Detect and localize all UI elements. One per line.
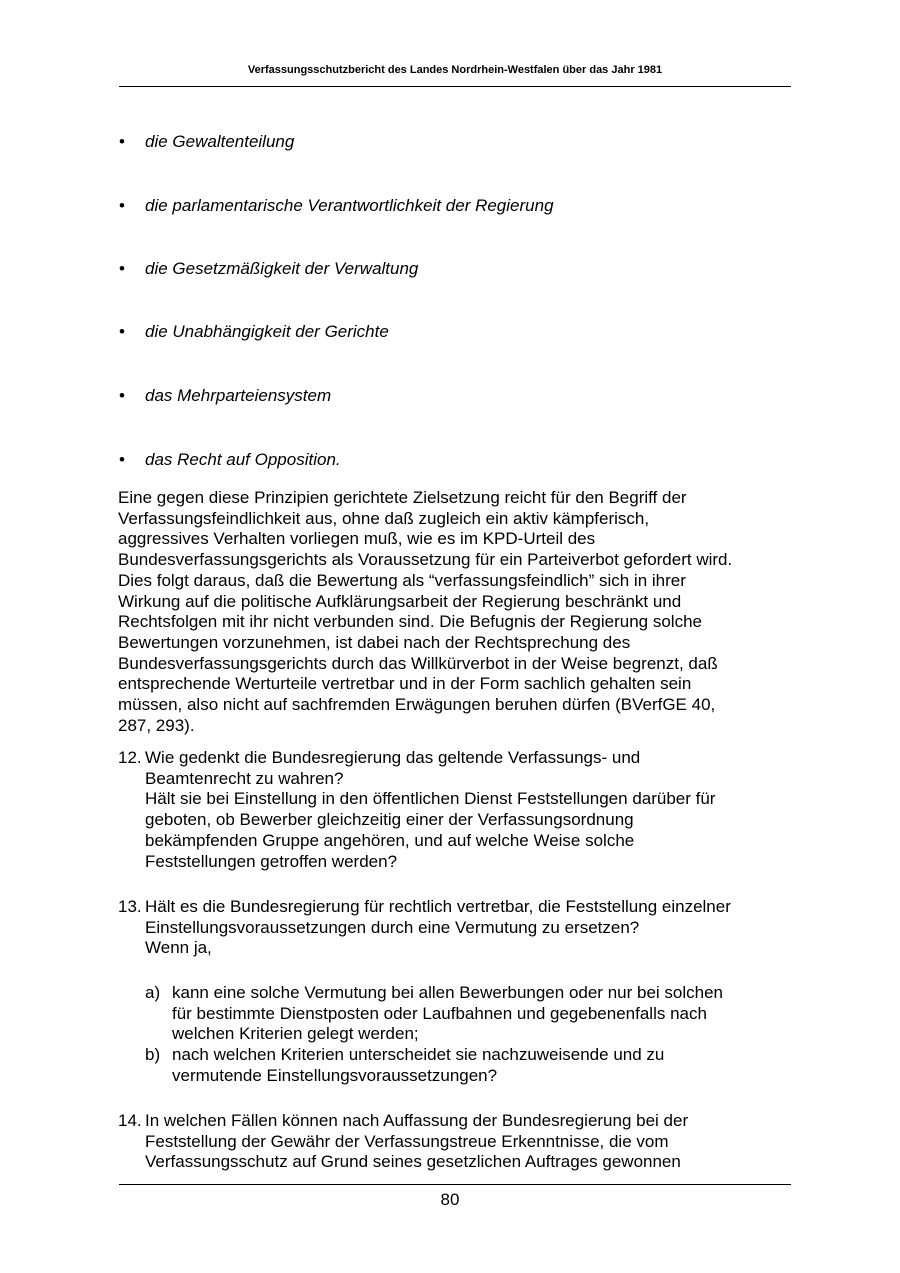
footer-rule [119,1184,791,1185]
bullet-text: die parlamentarische Verantwortlichkeit der Regierung [145,196,554,215]
question-line: Einstellungsvoraussetzungen durch eine Vermutung zu ersetzen? [145,917,640,937]
question-number: 12. [118,748,142,767]
bullet-icon: • [119,196,125,215]
bullet-text: das Mehrparteiensystem [145,386,332,405]
paragraph-line: müssen, also nicht auf sachfremden Erwägungen beruhen dürfen (BVerfGE 40, [118,695,716,715]
bullet-icon: • [119,132,125,151]
paragraph-line: Dies folgt daraus, daß die Bewertung als “verfassungsfeindlich” sich in ihrer [118,570,686,590]
paragraph-line: Wirkung auf die politische Aufklärungsarbeit der Regierung beschränkt und [118,591,682,611]
subitem-line: kann eine solche Vermutung bei allen Bewerbungen oder nur bei solchen [172,983,723,1002]
subitem-line: nach welchen Kriterien unterscheidet sie nachzuweisende und zu [172,1045,665,1064]
bullet-icon: • [119,322,125,341]
question-line: bekämpfenden Gruppe angehören, und auf welche Weise solche [145,830,635,850]
subitem-line: für bestimmte Dienstposten oder Laufbahnen und gegebenenfalls nach [172,1003,707,1023]
paragraph-line: aggressives Verhalten vorliegen muß, wie es im KPD-Urteil des [118,529,596,549]
subitem-letter: a) [145,983,161,1002]
subitem-line: welchen Kriterien gelegt werden; [172,1024,419,1044]
subitem-line: vermutende Einstellungsvoraussetzungen? [172,1065,498,1085]
bullet-icon: • [119,259,125,278]
question-number: 14. [118,1111,142,1130]
bullet-text: das Recht auf Opposition. [145,450,341,469]
question-text [145,748,790,872]
bullet-text: die Gewaltenteilung [145,132,295,151]
paragraph-line: Bundesverfassungsgerichts durch das Willkürverbot in der Weise begrenzt, daß [118,653,718,673]
question-text [145,897,790,959]
paragraph-line: 287, 293). [118,715,195,735]
bullet-text: die Gesetzmäßigkeit der Verwaltung [145,259,419,278]
question-line: Verfassungsschutz auf Grund seines gesetzlichen Auftrages gewonnen [145,1152,681,1172]
paragraph-line: Bewertungen vorzunehmen, ist dabei nach der Rechtsprechung des [118,632,631,652]
question-line: Hält sie bei Einstellung in den öffentlichen Dienst Feststellungen darüber für [145,789,716,809]
paragraph-line: Rechtsfolgen mit ihr nicht verbunden sind. Die Befugnis der Regierung solche [118,612,702,632]
header-rule [119,86,791,87]
page-header: Verfassungsschutzbericht des Landes Nordrhein-Westfalen über das Jahr 1981 [247,64,663,76]
question-line: Wenn ja, [145,938,212,958]
question-line: Beamtenrecht zu wahren? [145,768,344,788]
body-paragraph [118,488,790,736]
question-number: 13. [118,897,142,916]
bullet-icon: • [119,386,125,405]
question-line: geboten, ob Bewerber gleichzeitig einer der Verfassungsordnung [145,810,634,830]
question-line: Feststellung der Gewähr der Verfassungstreue Erkenntnisse, die vom [145,1131,669,1151]
bullet-text: die Unabhängigkeit der Gerichte [145,322,389,341]
paragraph-line: entsprechende Werturteile vertretbar und in der Form sachlich gehalten sein [118,674,692,694]
question-line: Hält es die Bundesregierung für rechtlich vertretbar, die Feststellung einzelner [145,897,731,916]
question-line: Wie gedenkt die Bundesregierung das geltende Verfassungs- und [145,748,641,767]
subitem-letter: b) [145,1045,161,1064]
paragraph-line: Bundesverfassungsgerichts als Voraussetzung für ein Parteiverbot gefordert wird. [118,550,733,570]
subitem-text [172,1045,790,1086]
question-line: In welchen Fällen können nach Auffassung der Bundesregierung bei der [145,1111,689,1130]
subitem-text [172,983,790,1045]
question-line: Feststellungen getroffen werden? [145,851,398,871]
bullet-icon: • [119,450,125,469]
question-text [145,1111,790,1173]
paragraph-line: Eine gegen diese Prinzipien gerichtete Zielsetzung reicht für den Begriff der [118,488,687,507]
paragraph-line: Verfassungsfeindlichkeit aus, ohne daß zugleich ein aktiv kämpferisch, [118,508,650,528]
page-number: 80 [440,1190,460,1209]
